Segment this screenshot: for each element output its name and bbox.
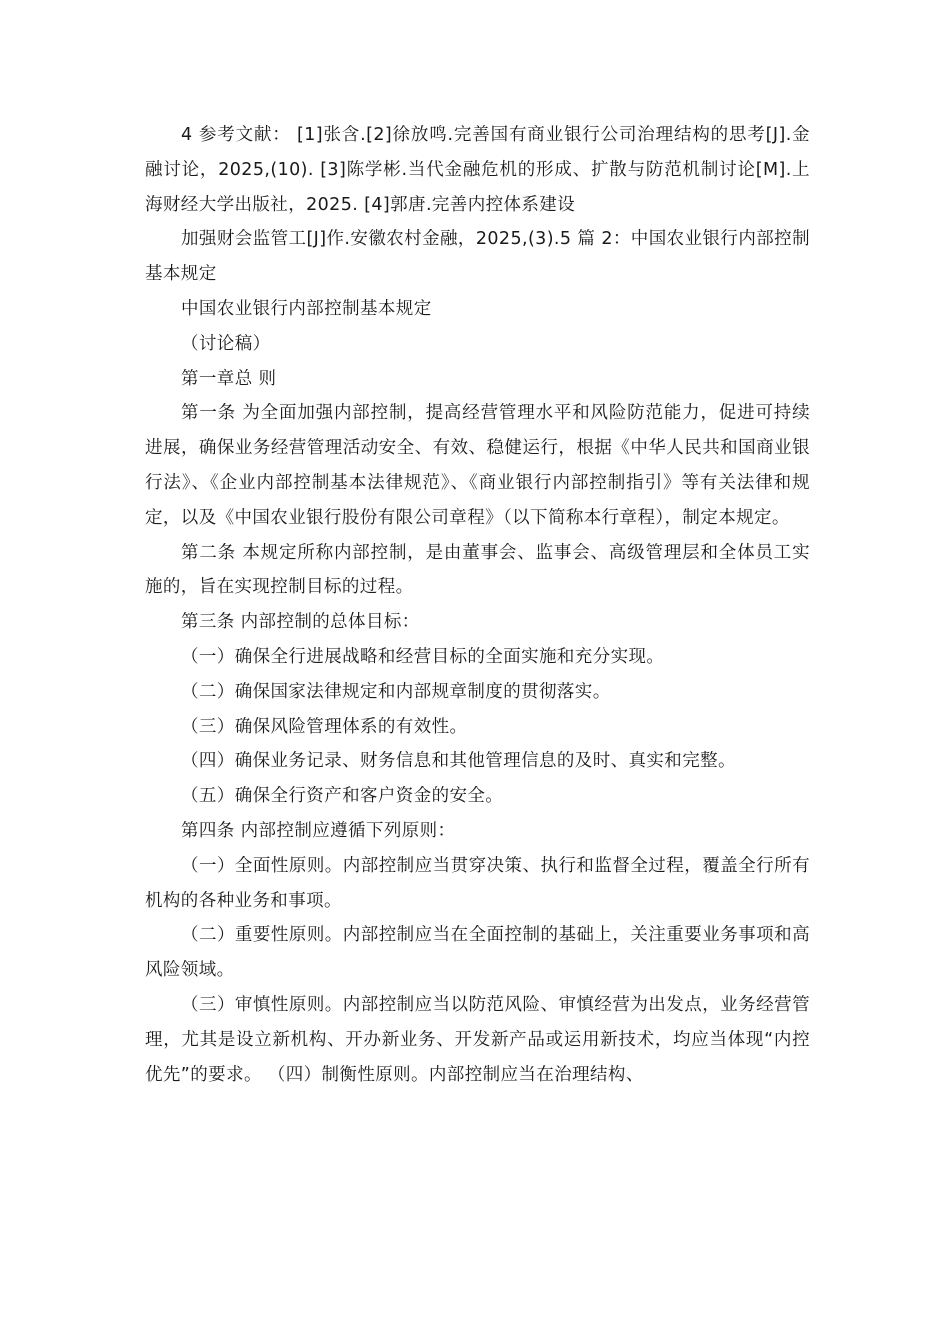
article-3: 第三条 内部控制的总体目标： (181, 612, 420, 633)
article-4: 第四条 内部控制应遵循下列原则： (181, 820, 456, 841)
document-title: 中国农业银行内部控制基本规定 (181, 298, 432, 319)
chapter-heading: 第一章总 则 (181, 368, 277, 389)
article-3-item-5: （五）确保全行资产和客户资金的安全。 (181, 786, 504, 807)
document-body (145, 118, 810, 1092)
article-3-item-3: （三）确保风险管理体系的有效性。 (181, 716, 468, 737)
article-3-item-2: （二）确保国家法律规定和内部规章制度的贯彻落实。 (181, 681, 611, 702)
article-3-item-1: （一）确保全行进展战略和经营目标的全面实施和充分实现。 (181, 646, 665, 667)
article-4-item-1: （一）全面性原则。内部控制应当贯穿决策、执行和监督全过程，覆盖全行所有机构的各种业务和事项。 (145, 855, 810, 911)
article-4-item-3: （三）审慎性原则。内部控制应当以防范风险、审慎经营为出发点，业务经营管理，尤其是设立新机构、开办新业务、开发新产品或运用新技术，均应当体现“内控优先”的要求。 （四）制衡性原则。内部控制应当在治理结构、 (145, 994, 810, 1085)
document-subtitle: （讨论稿） (181, 333, 271, 354)
article-3-item-4: （四）确保业务记录、财务信息和其他管理信息的及时、真实和完整。 (181, 751, 736, 772)
article-2: 第二条 本规定所称内部控制，是由董事会、监事会、高级管理层和全体员工实施的，旨在实现控制目标的过程。 (145, 542, 810, 598)
article-4-item-2: （二）重要性原则。内部控制应当在全面控制的基础上，关注重要业务事项和高风险领域。 (145, 925, 810, 981)
paragraph-references: 4 参考文献： [1]张含.[2]徐放鸣.完善国有商业银行公司治理结构的思考[J].金融讨论，2025,(10). [3]陈学彬.当代金融危机的形成、扩散与防范机制讨论[M].上海财经大学出版社，2025. [4]郭唐.完善内控体系建设 (145, 125, 810, 215)
paragraph-references-continued: 加强财会监管工[J]作.安徽农村金融，2025,(3).5 篇 2：中国农业银行内部控制基本规定 (145, 229, 810, 285)
article-1: 第一条 为全面加强内部控制，提高经营管理水平和风险防范能力，促进可持续进展，确保业务经营管理活动安全、有效、稳健运行，根据《中华人民共和国商业银行法》、《企业内部控制基本法律规范》、《商业银行内部控制指引》等有关法律和规定，以及《中国农业银行股份有限公司章程》（以下简称本行章程），制定本规定。 (145, 403, 810, 528)
